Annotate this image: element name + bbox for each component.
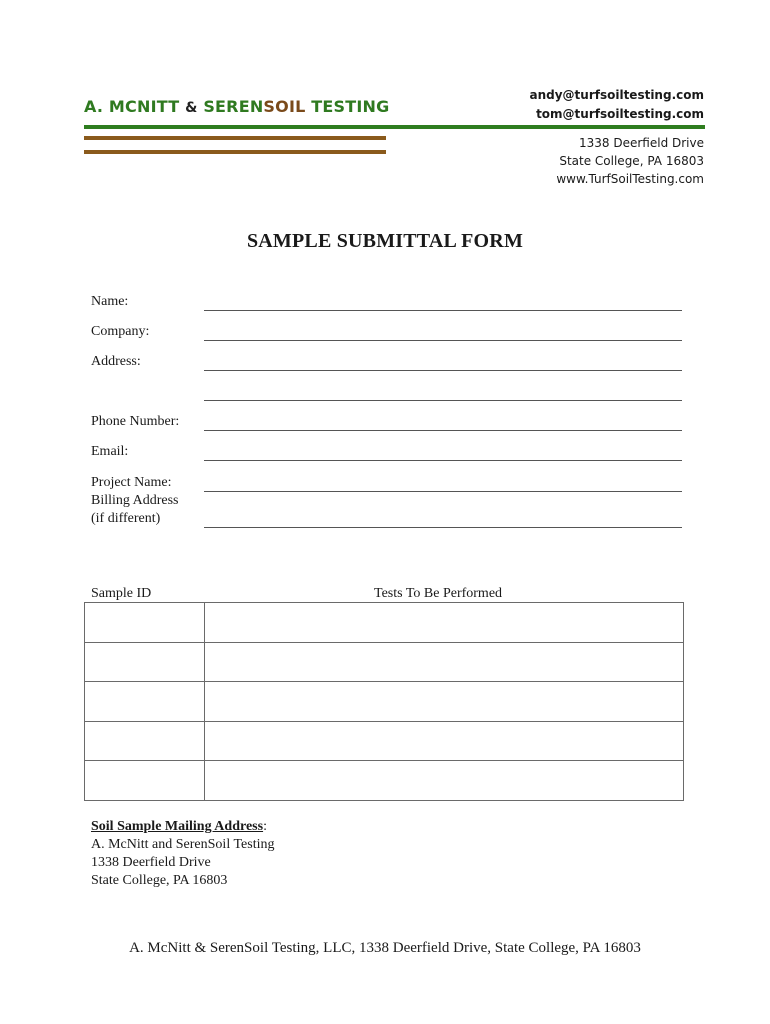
sample-id-cell[interactable] xyxy=(85,603,205,643)
mailing-address-colon: : xyxy=(263,819,267,834)
billing-address-field[interactable] xyxy=(204,527,682,528)
company-field[interactable] xyxy=(204,340,682,341)
address-field-line-2[interactable] xyxy=(204,400,682,401)
project-name-field[interactable] xyxy=(204,491,682,492)
company-label: Company: xyxy=(91,324,150,339)
mailing-address-heading: Soil Sample Mailing Address xyxy=(91,819,264,834)
logo-text-seren: SEREN xyxy=(203,97,264,116)
phone-label: Phone Number: xyxy=(91,414,180,429)
logo-text-testing: TESTING xyxy=(311,97,390,116)
sample-id-cell[interactable] xyxy=(85,682,205,722)
name-field[interactable] xyxy=(204,310,682,311)
mailing-address-line-2: 1338 Deerfield Drive xyxy=(91,855,211,870)
sample-id-cell[interactable] xyxy=(85,761,205,801)
contact-website[interactable]: www.TurfSoilTesting.com xyxy=(556,172,704,186)
tests-cell[interactable] xyxy=(205,682,684,722)
header-divider-brown-2 xyxy=(84,150,386,154)
contact-email-tom[interactable]: tom@turfsoiltesting.com xyxy=(536,107,704,121)
sample-id-cell[interactable] xyxy=(85,721,205,761)
logo-text-mcnitt: A. MCNITT xyxy=(84,97,180,116)
page-footer: A. McNitt & SerenSoil Testing, LLC, 1338 Deerfield Drive, State College, PA 16803 xyxy=(129,940,641,956)
header-divider-green xyxy=(84,125,705,129)
email-label: Email: xyxy=(91,444,129,459)
mailing-address-line-1: A. McNitt and SerenSoil Testing xyxy=(91,837,275,852)
tests-cell[interactable] xyxy=(205,603,684,643)
logo-text-soil: SOIL xyxy=(263,97,306,116)
billing-address-note: (if different) xyxy=(91,511,161,526)
tests-header: Tests To Be Performed xyxy=(374,586,503,601)
address-field-line-1[interactable] xyxy=(204,370,682,371)
table-row xyxy=(85,761,684,801)
contact-street: 1338 Deerfield Drive xyxy=(579,136,704,150)
page-title: SAMPLE SUBMITTAL FORM xyxy=(246,230,524,252)
project-name-label: Project Name: xyxy=(91,475,172,490)
table-row xyxy=(85,721,684,761)
table-row xyxy=(85,603,684,643)
contact-email-andy[interactable]: andy@turfsoiltesting.com xyxy=(529,88,704,102)
name-label: Name: xyxy=(91,294,129,309)
mailing-address-line-3: State College, PA 16803 xyxy=(91,873,228,888)
sample-table xyxy=(84,602,684,801)
tests-cell[interactable] xyxy=(205,721,684,761)
sample-id-header: Sample ID xyxy=(91,586,152,601)
header-divider-brown-1 xyxy=(84,136,386,140)
email-field[interactable] xyxy=(204,460,682,461)
tests-cell[interactable] xyxy=(205,642,684,682)
contact-city: State College, PA 16803 xyxy=(559,154,704,168)
logo-ampersand: & xyxy=(185,100,198,116)
billing-address-label: Billing Address xyxy=(91,493,179,508)
address-label: Address: xyxy=(91,354,141,369)
sample-id-cell[interactable] xyxy=(85,642,205,682)
company-logo xyxy=(84,97,389,116)
table-row xyxy=(85,642,684,682)
phone-field[interactable] xyxy=(204,430,682,431)
tests-cell[interactable] xyxy=(205,761,684,801)
table-row xyxy=(85,682,684,722)
mailing-address-heading-line xyxy=(91,819,267,835)
